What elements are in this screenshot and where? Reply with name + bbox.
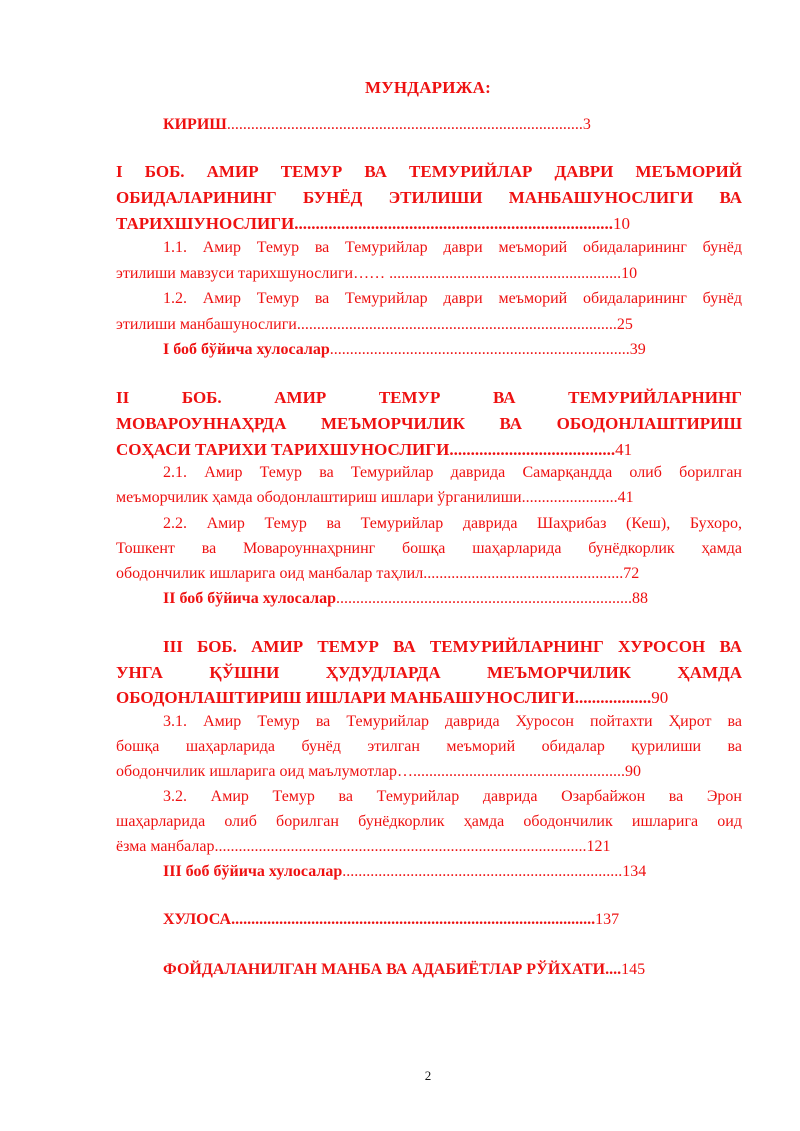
toc-page-number: 88 xyxy=(631,590,648,607)
toc-chapter-heading[interactable]: І БОБ. АМИР ТЕМУР ВА ТЕМУРИЙЛАР ДАВРИ МЕЪМОРИЙ xyxy=(116,162,742,181)
toc-section-1-1-cont[interactable] xyxy=(116,262,742,286)
page-number: 2 xyxy=(424,1068,432,1083)
toc-leader: .................................................. xyxy=(423,565,624,582)
toc-chapter-heading[interactable]: МОВАРОУННАҲРДА МЕЪМОРЧИЛИК ВА ОБОДОНЛАШТИРИШ xyxy=(116,414,742,433)
toc-leader: .......................................................... xyxy=(385,265,622,282)
toc-section-2-1[interactable]: 2.1. Амир Темур ва Темурийлар даврида Самарқандда олиб борилган xyxy=(163,464,742,481)
toc-leader: ........................ xyxy=(521,489,618,506)
toc-entry-label: ёзма манбалар xyxy=(116,838,215,855)
toc-chapter-heading-last[interactable] xyxy=(116,212,742,236)
toc-leader: ....................................... xyxy=(449,440,616,459)
toc-entry-label: ОБОДОНЛАШТИРИШ ИШЛАРИ МАНБАШУНОСЛИГИ xyxy=(116,688,575,707)
toc-chapter-heading[interactable]: III БОБ. АМИР ТЕМУР ВА ТЕМУРИЙЛАРНИНГ ХУРОСОН ВА xyxy=(163,637,742,656)
toc-page-number: 10 xyxy=(621,265,638,282)
toc-leader: .... xyxy=(605,961,622,978)
toc-section-2-2-cont[interactable]: Тошкент ва Мовароуннаҳрнинг бошқа шаҳарларида бунёдкорлик ҳамда xyxy=(116,540,742,557)
toc-page-number: 137 xyxy=(595,911,620,928)
toc-section-1-2-cont[interactable] xyxy=(116,313,742,337)
toc-leader: ................................................................................ xyxy=(296,316,617,333)
toc-chapter-heading[interactable]: II БОБ. АМИР ТЕМУР ВА ТЕМУРИЙЛАРНИНГ xyxy=(116,388,742,407)
toc-section-2-2-cont[interactable] xyxy=(116,562,742,586)
toc-page-number: 90 xyxy=(651,688,669,707)
toc-entry-conclusion[interactable] xyxy=(163,908,742,932)
toc-summary-ch1[interactable] xyxy=(163,338,742,362)
toc-leader: .......................................................................... xyxy=(335,590,632,607)
toc-page-number: 90 xyxy=(624,763,641,780)
toc-entry-label: ТАРИХШУНОСЛИГИ xyxy=(116,214,295,233)
toc-page-number: 41 xyxy=(617,489,634,506)
toc-entry-label: КИРИШ xyxy=(163,116,227,133)
toc-page-number: 25 xyxy=(616,316,633,333)
toc-page-number: 41 xyxy=(615,440,633,459)
toc-page-number: 72 xyxy=(623,565,640,582)
toc-leader: ......................................................................................... xyxy=(226,116,583,133)
toc-section-3-2[interactable]: 3.2. Амир Темур ва Темурийлар даврида Озарбайжон ва Эрон xyxy=(163,788,742,805)
toc-entry-label: ободончилик ишларига оид маълумотлар… xyxy=(116,763,413,780)
toc-chapter-heading-last[interactable] xyxy=(116,438,742,462)
toc-entry-label: этилиши мавзуси тарихшунослиги…… xyxy=(116,265,386,282)
toc-entry-label: меъморчилик ҳамда ободонлаштириш ишлари ўрганилиши xyxy=(116,489,522,506)
toc-entry-label: ободончилик ишларига оид манбалар таҳлил xyxy=(116,565,424,582)
toc-chapter-heading[interactable]: ОБИДАЛАРИНИНГ БУНЁД ЭТИЛИШИ МАНБАШУНОСЛИГИ ВА xyxy=(116,188,742,207)
toc-section-2-1-cont[interactable] xyxy=(116,486,742,510)
toc-page-number: 3 xyxy=(582,116,591,133)
toc-section-2-2[interactable]: 2.2. Амир Темур ва Темурийлар даврида Шаҳрибаз (Кеш), Бухоро, xyxy=(163,515,742,532)
toc-entry-intro[interactable] xyxy=(163,113,742,137)
toc-page-number: 145 xyxy=(621,961,646,978)
toc-section-3-1[interactable]: 3.1. Амир Темур ва Темурийлар даврида Хуросон пойтахти Ҳирот ва xyxy=(163,713,742,730)
toc-leader: ............................................................................................. xyxy=(214,838,587,855)
toc-leader: ........................................................................... xyxy=(329,341,630,358)
toc-section-3-2-cont[interactable] xyxy=(116,835,742,859)
toc-section-3-1-cont[interactable]: бошқа шаҳарларида бунёд этилган меъморий обидалар қурилиши ва xyxy=(116,738,742,755)
toc-chapter-heading[interactable]: УНГА ҚЎШНИ ҲУДУДЛАРДА МЕЪМОРЧИЛИК ҲАМДА xyxy=(116,663,742,682)
toc-leader: .................. xyxy=(574,688,652,707)
toc-page-number: 134 xyxy=(622,863,647,880)
toc-chapter-heading-last[interactable] xyxy=(116,686,742,710)
toc-leader: ...................................................................... xyxy=(342,863,623,880)
toc-page-number: 10 xyxy=(612,214,630,233)
toc-summary-ch3[interactable] xyxy=(163,860,742,884)
toc-leader: ..................................................... xyxy=(412,763,625,780)
toc-leader: ........................................................................... xyxy=(294,214,613,233)
toc-entry-label: І боб бўйича хулосалар xyxy=(163,341,330,358)
toc-entry-label: ХУЛОСА xyxy=(163,911,232,928)
toc-entry-label: II боб бўйича хулосалар xyxy=(163,590,336,607)
toc-entry-label: СОҲАСИ ТАРИХИ ТАРИХШУНОСЛИГИ xyxy=(116,440,450,459)
toc-summary-ch2[interactable] xyxy=(163,587,742,611)
toc-title: МУНДАРИЖА: xyxy=(364,78,492,97)
toc-entry-label: ФОЙДАЛАНИЛГАН МАНБА ВА АДАБИЁТЛАР РЎЙХАТИ xyxy=(163,961,606,978)
toc-entry-label: III боб бўйича хулосалар xyxy=(163,863,343,880)
toc-leader: ........................................................................................... xyxy=(231,911,596,928)
toc-section-1-2[interactable]: 1.2. Амир Темур ва Темурийлар даври меъморий обидаларининг бунёд xyxy=(163,290,742,307)
toc-page-number: 121 xyxy=(586,838,611,855)
toc-section-3-1-cont[interactable] xyxy=(116,760,742,784)
toc-section-1-1[interactable]: 1.1. Амир Темур ва Темурийлар даври меъморий обидаларининг бунёд xyxy=(163,239,742,256)
toc-page-number: 39 xyxy=(629,341,646,358)
toc-section-3-2-cont[interactable]: шаҳарларида олиб борилган бунёдкорлик ҳамда ободончилик ишларига оид xyxy=(116,813,742,830)
toc-entry-references[interactable] xyxy=(163,958,742,982)
toc-entry-label: этилиши манбашунослиги xyxy=(116,316,297,333)
